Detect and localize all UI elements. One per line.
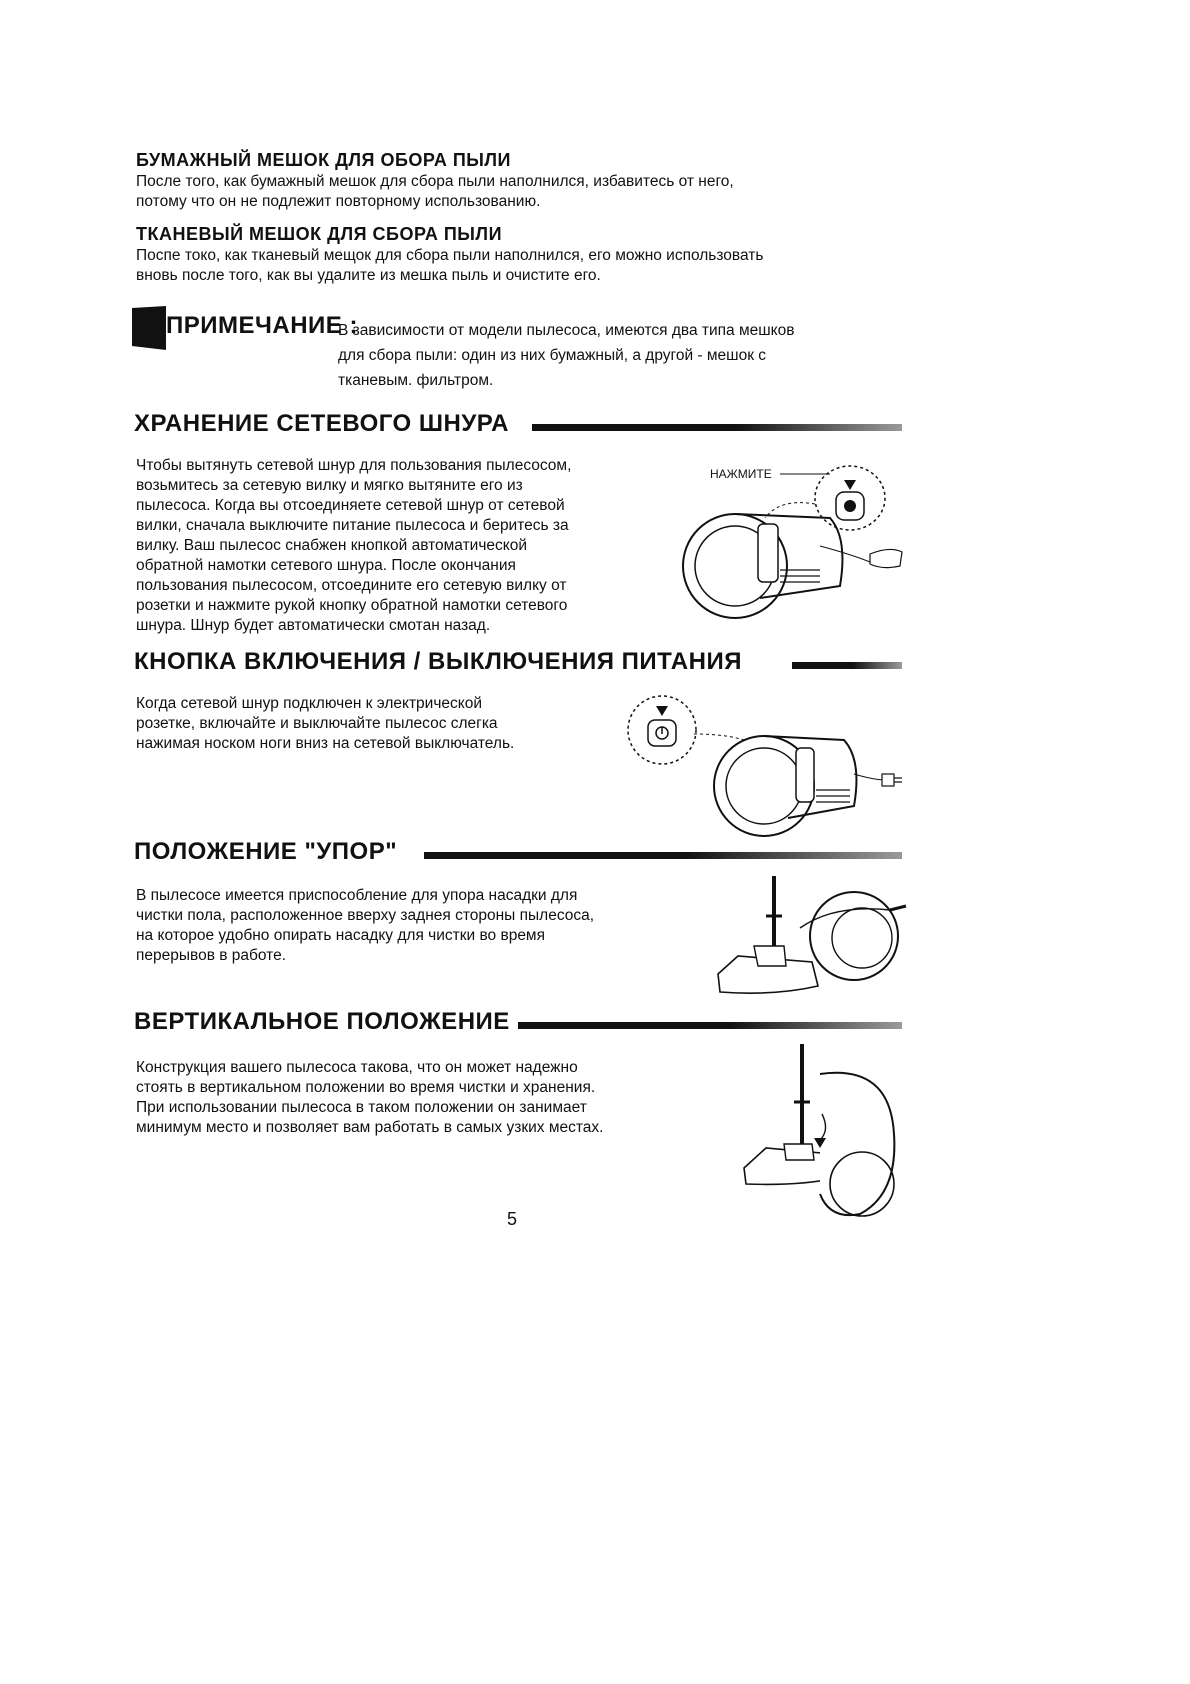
cord-storage-line: пылесоса. Когда вы отсоединяете сетевой шнур от сетевой xyxy=(136,497,565,514)
vertical-heading: ВЕРТИКАЛЬНОЕ ПОЛОЖЕНИЕ xyxy=(134,1008,510,1035)
note-line: В зависимости от модели пылесоса, имеются два типа мешков xyxy=(338,322,795,339)
vertical-line: Конструкция вашего пылесоса такова, что он может надежно xyxy=(136,1059,578,1076)
cord-storage-line: вилку. Ваш пылесос снабжен кнопкой автоматической xyxy=(136,537,528,554)
parking-line: перерывов в работе. xyxy=(136,947,287,964)
parking-line: В пылесосе имеется приспособление для упора насадки для xyxy=(136,887,578,904)
power-button-line: нажимая носком ноги вниз на сетевой выключатель. xyxy=(136,735,515,752)
paper-bag-line: потому что он не подлежит повторному использованию. xyxy=(136,193,541,210)
power-button-line: Когда сетевой шнур подключен к электрической xyxy=(136,695,483,712)
cloth-bag-heading: ТКАНЕВЫЙ МЕШОК ДЛЯ СБОРА ПЫЛИ xyxy=(136,224,503,244)
callout-label: НАЖМИТЕ xyxy=(710,467,772,481)
cord-storage-line: шнура. Шнур будет автоматически смотан назад. xyxy=(136,617,491,634)
power-button-line: розетке, включайте и выключайте пылесос слегка xyxy=(136,715,498,732)
cord-storage-line: пользования пылесосом, отсоедините его сетевую вилку от xyxy=(136,577,567,594)
vertical-line: При использовании пылесоса в таком положении он занимает xyxy=(136,1099,587,1116)
power-switch-illustration xyxy=(624,694,904,840)
cord-storage-line: обратной намотки сетевого шнура. После окончания xyxy=(136,557,516,574)
cord-storage-line: возьмитесь за сетевую вилку и мягко вытяните его из xyxy=(136,477,523,494)
paper-bag-text xyxy=(136,172,734,212)
cord-storage-text xyxy=(136,456,676,636)
cord-rewind-illustration xyxy=(670,458,910,628)
section-rule xyxy=(792,662,902,669)
cord-storage-line: Чтобы вытянуть сетевой шнур для пользования пылесосом, xyxy=(136,457,572,474)
section-rule xyxy=(424,852,902,859)
note-text xyxy=(338,318,868,393)
page-number: 5 xyxy=(507,1209,518,1229)
power-button-heading: КНОПКА ВКЛЮЧЕНИЯ / ВЫКЛЮЧЕНИЯ ПИТАНИЯ xyxy=(134,648,742,675)
parking-text xyxy=(136,886,696,966)
note-label: ПРИМЕЧАНИЕ : xyxy=(166,312,358,339)
cloth-bag-line: вновь после того, как вы удалите из мешка пыль и очистите его. xyxy=(136,267,601,284)
vertical-line: стоять в вертикальном положении во время чистки и хранения. xyxy=(136,1079,596,1096)
note-line: для сбора пыли: один из них бумажный, а другой - мешок с xyxy=(338,347,767,364)
section-rule xyxy=(518,1022,902,1029)
cord-storage-heading: ХРАНЕНИЕ СЕТЕВОГО ШНУРА xyxy=(134,410,509,437)
power-button-text xyxy=(136,694,616,754)
paper-bag-line: После того, как бумажный мешок для сбора пыли наполнился, избавитесь от него, xyxy=(136,173,734,190)
section-rule xyxy=(532,424,902,431)
vertical-line: минимум место и позволяет вам работать в самых узких местах. xyxy=(136,1119,604,1136)
note-marker-icon xyxy=(132,306,166,350)
parking-heading: ПОЛОЖЕНИЕ "УПОР" xyxy=(134,838,398,865)
parking-line: на которое удобно опирать насадку для чистки во время xyxy=(136,927,545,944)
note-block xyxy=(132,306,892,396)
cloth-bag-line: Поспе токо, как тканевый мещок для сбора пыли наполнился, его можно использовать xyxy=(136,247,764,264)
cloth-bag-text xyxy=(136,246,763,286)
note-line: тканевым. фильтром. xyxy=(338,372,494,389)
parking-line: чистки пола, расположенное вверху заднея стороны пылесоса, xyxy=(136,907,595,924)
cord-storage-line: розетки и нажмите рукой кнопку обратной намотки сетевого xyxy=(136,597,568,614)
paper-bag-heading: БУМАЖНЫЙ МЕШОК ДЛЯ ОБОРА ПЫЛИ xyxy=(136,150,511,170)
cord-storage-line: вилки, сначала выключите питание пылесоса и беритесь за xyxy=(136,517,569,534)
parking-illustration xyxy=(714,876,910,1006)
vertical-illustration xyxy=(740,1044,910,1224)
vertical-text xyxy=(136,1058,696,1138)
